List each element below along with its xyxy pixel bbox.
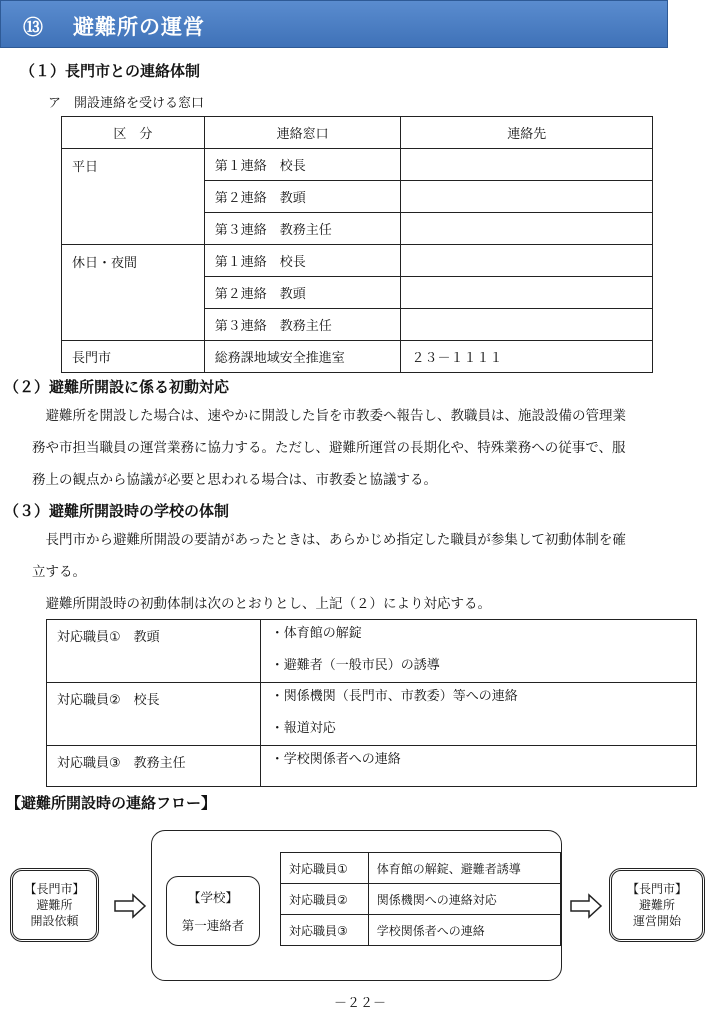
flow-school-line: 【学校】 (187, 890, 238, 905)
staff-table (46, 619, 697, 787)
flow-start-line: 避難所 (36, 898, 73, 912)
flow-start-line: 開設依頼 (30, 914, 79, 928)
staff-role: 対応職員① 教頭 (47, 620, 261, 683)
phone-number: ２３－１１１１ (401, 341, 653, 373)
section-title: 避難所の運営 (73, 15, 205, 39)
table-cell: 第１連絡 校長 (204, 149, 401, 181)
flow-end-box (609, 868, 705, 942)
col-header-window: 連絡窓口 (204, 117, 401, 149)
category-holiday: 休日・夜間 (62, 245, 205, 341)
table-cell-empty (401, 149, 653, 181)
table-cell: 第３連絡 教務主任 (204, 213, 401, 245)
staff-role: 対応職員② 校長 (47, 683, 261, 746)
flow-school-line: 第一連絡者 (181, 918, 245, 933)
page-number: －２２－ (333, 996, 386, 1011)
table-cell: 第３連絡 教務主任 (204, 309, 401, 341)
col-header-category: 区 分 (62, 117, 205, 149)
staff-task: ・関係機関（長門市、市教委）等への連絡 (270, 689, 518, 704)
section1-heading: （１）長門市との連絡体制 (20, 62, 201, 80)
table-cell-empty (401, 245, 653, 277)
category-weekday: 平日 (62, 149, 205, 245)
section2-heading: （２）避難所開設に係る初動対応 (4, 378, 230, 396)
flow-end-line: 【長門市】 (626, 882, 687, 896)
right-arrow-icon (113, 893, 147, 919)
section-number: ⑬ (23, 15, 43, 39)
col-header-contact: 連絡先 (401, 117, 653, 149)
flow-role: 対応職員③ (281, 915, 369, 946)
flow-heading: 【避難所開設時の連絡フロー】 (6, 794, 217, 812)
section3-line: 立する。 (32, 564, 86, 580)
section2-line: 避難所を開設した場合は、速やかに開設した旨を市教委へ報告し、教職員は、施設設備の管理業 (32, 408, 626, 424)
flow-task: 体育館の解錠、避難者誘導 (368, 853, 560, 884)
category-city: 長門市 (62, 341, 205, 373)
section3-line: 長門市から避難所開設の要請があったときは、あらかじめ指定した職員が参集して初動体制を確 (32, 532, 626, 548)
flow-school-box (166, 876, 260, 946)
staff-task: ・避難者（一般市民）の誘導 (270, 658, 440, 673)
contact-table (61, 116, 653, 373)
section3-heading: （３）避難所開設時の学校の体制 (4, 502, 230, 520)
flow-start-line: 【長門市】 (24, 882, 85, 896)
section3-note: 避難所開設時の初動体制は次のとおりとし、上記（２）により対応する。 (32, 596, 491, 612)
staff-task: ・報道対応 (270, 721, 336, 736)
section1-subheading: ア 開設連絡を受ける窓口 (48, 96, 205, 111)
flow-role: 対応職員① (281, 853, 369, 884)
flow-task: 学校関係者への連絡 (368, 915, 560, 946)
table-cell: 第２連絡 教頭 (204, 277, 401, 309)
table-cell: 第１連絡 校長 (204, 245, 401, 277)
section2-line: 務や市担当職員の運営業務に協力する。ただし、避難所運営の長期化や、特殊業務への従事で、服 (32, 440, 626, 456)
table-cell: 第２連絡 教頭 (204, 181, 401, 213)
staff-task: ・学校関係者への連絡 (270, 752, 401, 767)
table-cell-empty (401, 181, 653, 213)
flow-role: 対応職員② (281, 884, 369, 915)
flow-end-line: 運営開始 (632, 914, 681, 928)
table-cell-empty (401, 213, 653, 245)
section2-line: 務上の観点から協議が必要と思われる場合は、市教委と協議する。 (32, 472, 437, 488)
table-cell-empty (401, 309, 653, 341)
section-banner (0, 0, 668, 48)
flow-start-box (10, 868, 99, 942)
right-arrow-icon (569, 893, 603, 919)
table-cell: 総務課地域安全推進室 (204, 341, 401, 373)
flow-task: 関係機関への連絡対応 (368, 884, 560, 915)
staff-role: 対応職員③ 教務主任 (47, 746, 261, 787)
table-cell-empty (401, 277, 653, 309)
staff-task: ・体育館の解錠 (270, 626, 362, 641)
flow-staff-table (280, 852, 561, 946)
flow-end-line: 避難所 (638, 898, 675, 912)
